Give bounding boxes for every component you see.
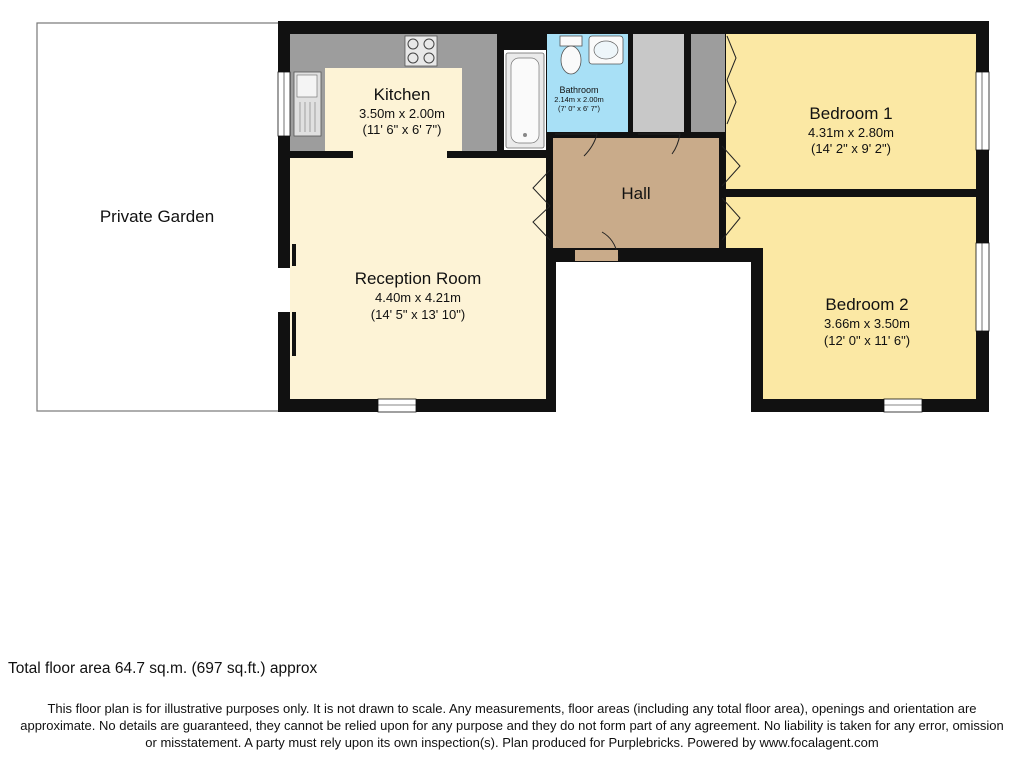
- basin-icon: [589, 36, 623, 64]
- reception-name: Reception Room: [354, 269, 482, 288]
- kitchen-name: Kitchen: [373, 85, 431, 104]
- bathroom-name: Bathroom: [559, 85, 599, 95]
- bedroom1-imperial: (14' 2" x 9' 2"): [811, 141, 891, 156]
- bedroom1-metric: 4.31m x 2.80m: [808, 125, 894, 140]
- bedroom1-name: Bedroom 1: [809, 104, 893, 123]
- bedroom2-metric: 3.66m x 3.50m: [824, 316, 910, 331]
- toilet-icon: [560, 36, 582, 74]
- bathtub-icon: [506, 53, 544, 148]
- garden-door-jamb-bottom: [292, 312, 296, 356]
- cupboard-2: [691, 34, 725, 132]
- window-reception-bottom: [378, 399, 416, 412]
- reception-metric: 4.40m x 4.21m: [375, 290, 461, 305]
- bathroom-metric: 2.14m x 2.00m: [554, 95, 604, 104]
- bedroom2-imperial: (12' 0" x 11' 6"): [823, 333, 911, 348]
- hob-icon: [405, 36, 437, 66]
- front-door-step: [575, 250, 618, 261]
- bedroom2-name: Bedroom 2: [825, 295, 909, 314]
- kitchen-reception-opening: [353, 150, 447, 160]
- window-bedroom2-side: [976, 243, 989, 331]
- disclaimer: [0, 700, 1024, 751]
- hall-name: Hall: [621, 184, 651, 203]
- kitchen-metric: 3.50m x 2.00m: [359, 106, 445, 121]
- window-bedroom1: [976, 72, 989, 150]
- window-reception-side: [278, 268, 290, 312]
- window-bedroom2-bottom: [884, 399, 922, 412]
- bathroom-imperial: (7' 0" x 6' 7"): [558, 104, 600, 113]
- kitchen-imperial: (11' 6" x 6' 7"): [362, 122, 442, 137]
- bedroom2-entry: [726, 197, 764, 248]
- window-kitchen: [278, 72, 290, 136]
- total-floor-area: Total floor area 64.7 sq.m. (697 sq.ft.) approx: [8, 660, 318, 677]
- reception-imperial: (14' 5" x 13' 10"): [370, 307, 466, 322]
- disclaimer-line-2: approximate. No details are guaranteed, they cannot be relied upon for any purpose and they do not form part of any agreement. No liability is taken for any error, omission: [20, 718, 1004, 733]
- garden-label: Private Garden: [99, 207, 215, 226]
- disclaimer-line-3: or misstatement. A party must rely upon its own inspection(s). Plan produced for Purplebricks. Powered by www.focalagent.com: [145, 735, 879, 750]
- cupboard-1: [633, 34, 684, 132]
- sink-icon: [294, 72, 321, 136]
- garden-door-jamb-top: [292, 244, 296, 266]
- disclaimer-line-1: This floor plan is for illustrative purposes only. It is not drawn to scale. Any measurements, floor areas (including any total floor area), openings and orientation are: [47, 701, 977, 716]
